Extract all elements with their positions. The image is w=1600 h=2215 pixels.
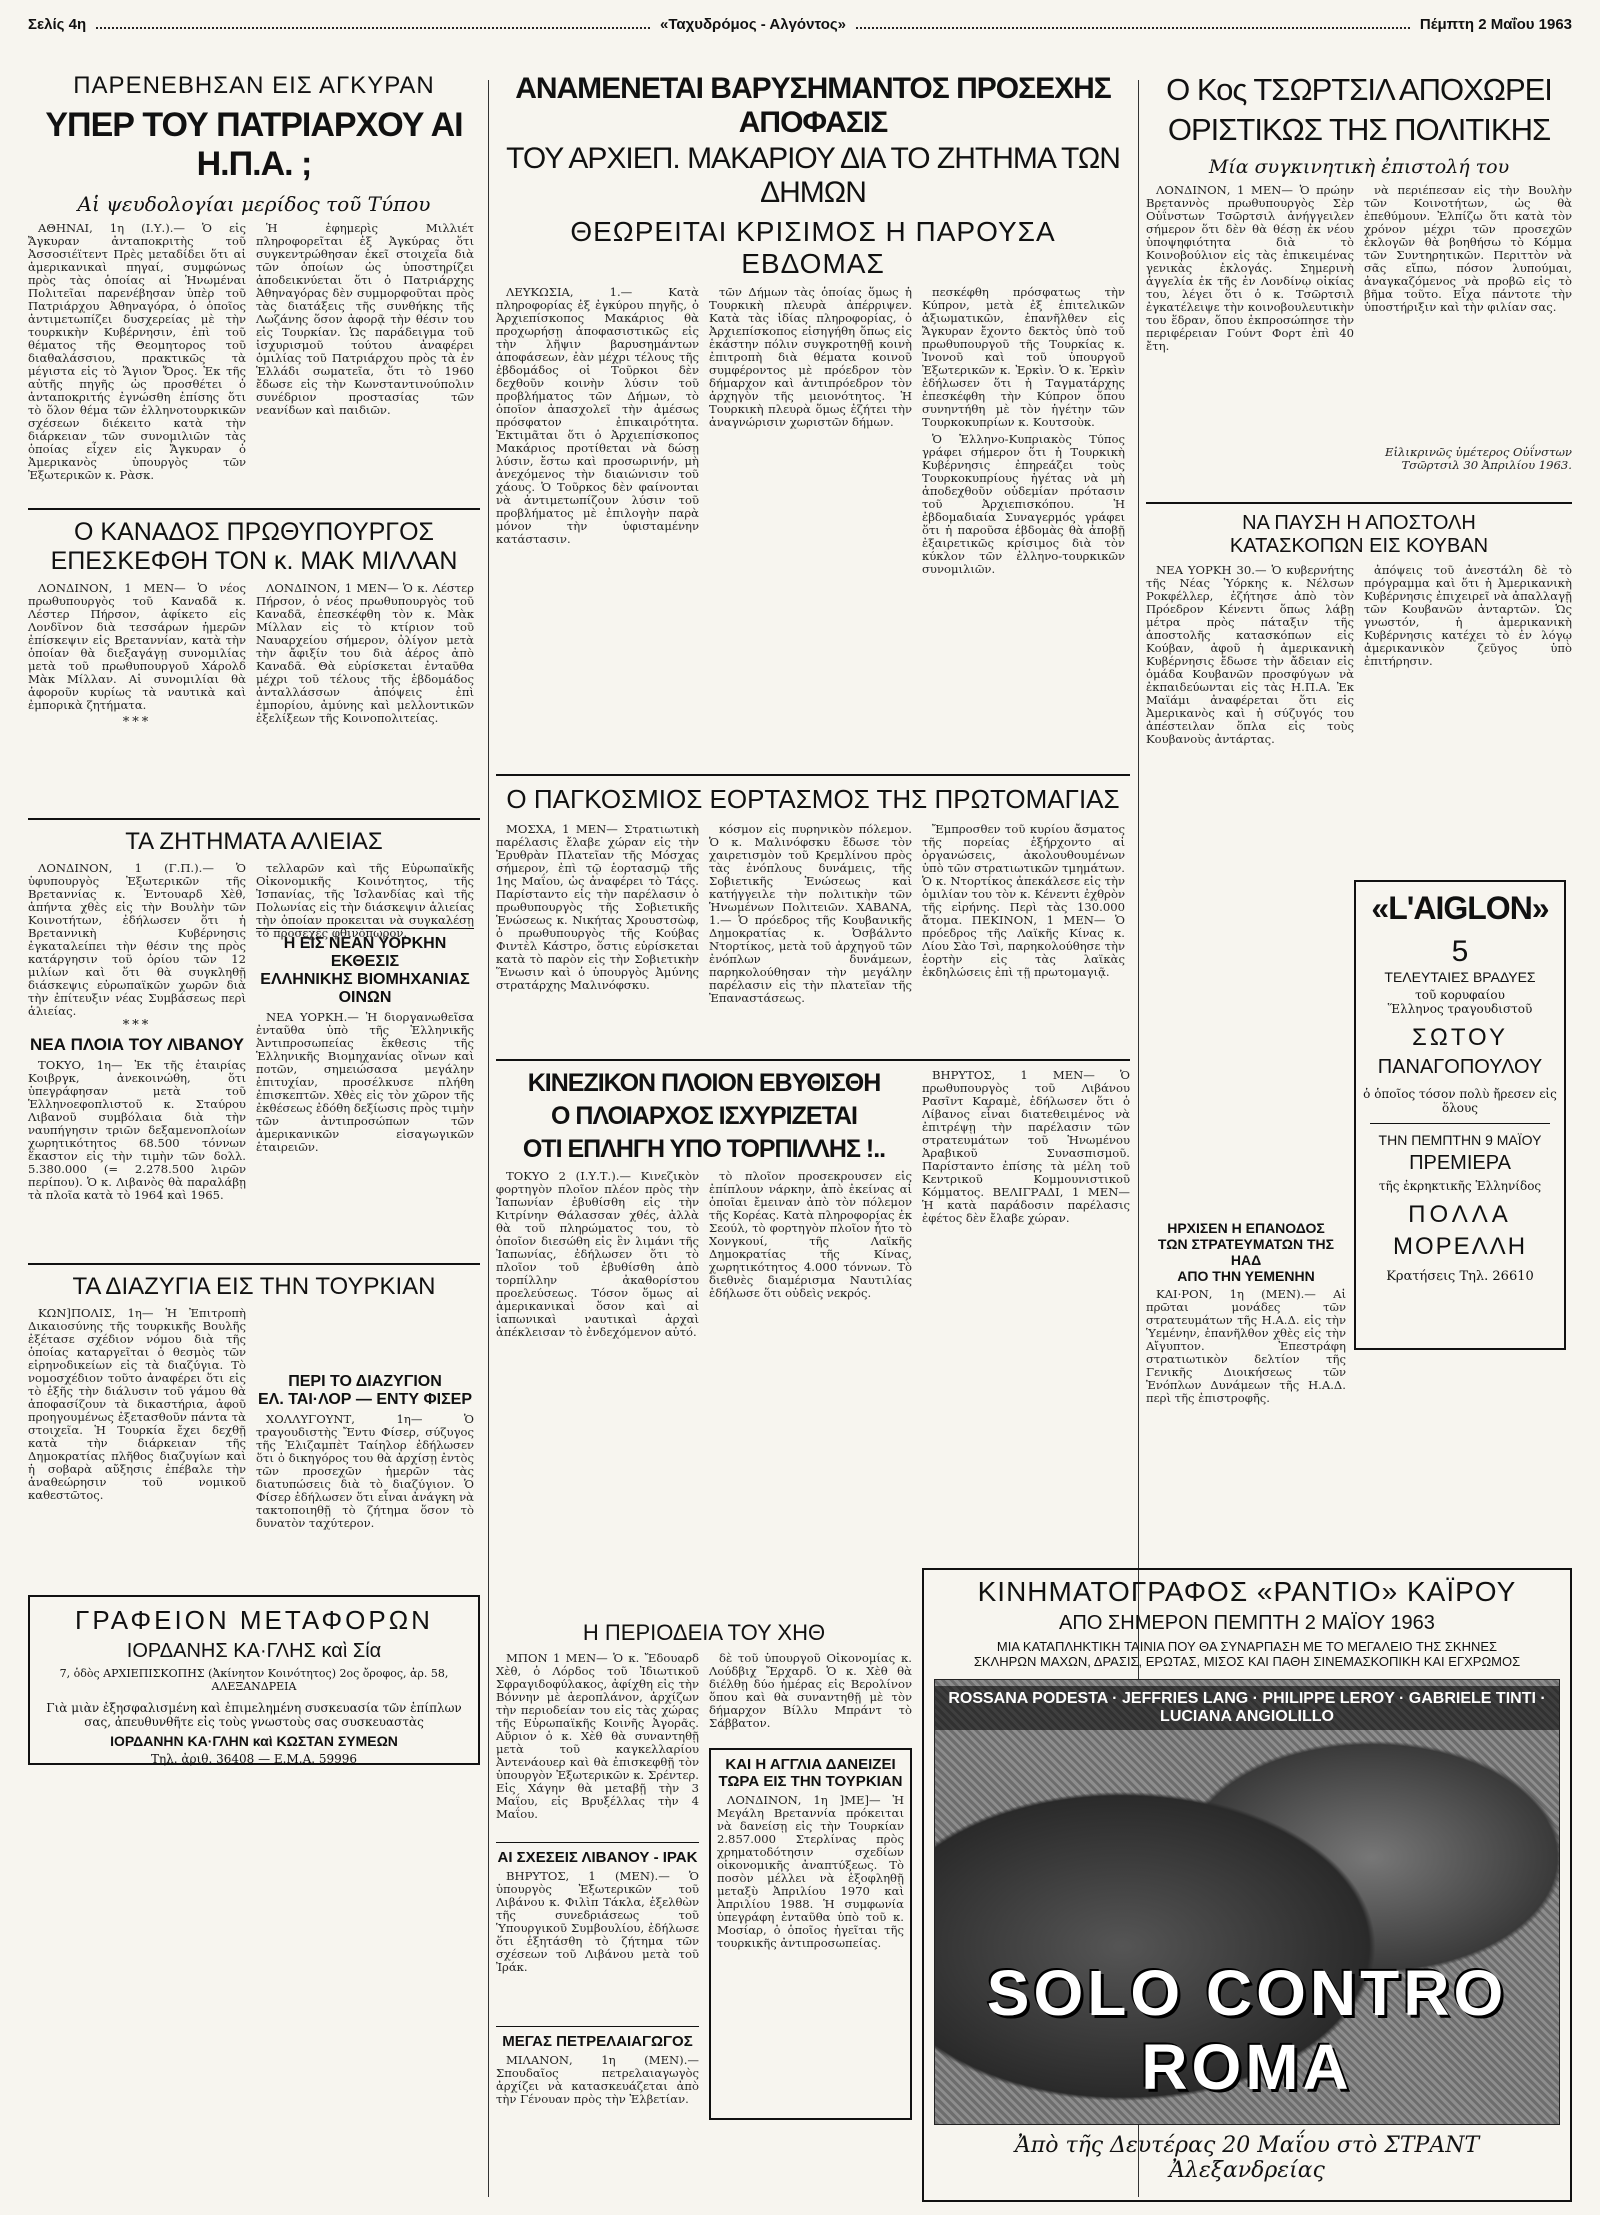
article-kicker: ΠΑΡΕΝΕΒΗΣΑΝ ΕΙΣ ΑΓΚΥΡΑΝ: [73, 72, 435, 99]
article-headline: ΜΕΓΑΣ ΠΕΤΡΕΛΑΙΑΓΩΓΟΣ: [502, 2033, 693, 2050]
article-headline: ΚΙΝΕΖΙΚΟΝ ΠΛΟΙΟΝ ΕΒΥΘΙΣΘΗ: [527, 1069, 881, 1097]
article-body: [1146, 564, 1354, 906]
article-yemen: [922, 1069, 1130, 1381]
article-canada: [28, 518, 480, 810]
article-headline: Ο Κος ΤΣΩΡΤΣΙΛ ΑΠΟΧΩΡΕΙ: [1166, 72, 1552, 107]
article-headline: Η ΕΙΣ ΝΕΑΝ ΥΟΡΚΗΝ ΕΚΘΕΣΙΣ: [283, 935, 447, 970]
article-paragraph: ΛΟΝΔΙΝΟΝ, 1 ΜΕΝ— Ὁ νέος πρωθυπουργὸς τοῦ Καναδᾶ κ. Λέστερ Πήρσον, ἀφίκετο εἰς Λονδῖνον διὰ τεσσάρων ἡμερῶν ἐπίσκεψιν εἰς Βρεταννίαν, κατὰ τὴν ὁποίαν θὰ διεξαγάγῃ συνομιλίας μετὰ τοῦ πρωθυπουργοῦ Χάρολδ Μὰκ Μίλλαν. Αἱ συνομιλίαι θὰ ἀφοροῦν κυρίως τὰ ναυτικὰ καὶ ἐμπορικὰ ζητήματα.: [28, 581, 246, 712]
article-patriarch: [28, 72, 480, 500]
ad-company: ΙΟΡΔΑΝΗΣ ΚΑ·ΓΛΗΣ καὶ Σία: [126, 1640, 382, 1662]
article-headline: Ο ΚΑΝΑΔΟΣ ΠΡΩΘΥΠΟΥΡΓΟΣ: [74, 518, 434, 546]
article-headline: ΝΑ ΠΑΥΣΗ Η ΑΠΟΣΤΟΛΗ: [1242, 512, 1476, 534]
article-body: [256, 1011, 474, 1255]
letter-signature: [1364, 446, 1572, 486]
article-body: [496, 1870, 699, 2020]
column-center: [496, 72, 1130, 1612]
article-paragraph: ΚΑΙ·ΡΟΝ, 1η (ΜΕΝ).— Αἱ πρῶται μονάδες τῶν στρατευμάτων τῆς Η.Α.Δ. εἰς τὴν Ὑεμένην, ἐπανῆλθον χθὲς εἰς τὴν Αἴγυπτον. Ἐπεστράφη στρατιωτικὸν δελτίον τῆς Γενικῆς Διοικήσεως τῶν Ἐνόπλων Δυνάμεων τῆς Η.Α.Δ. περὶ τῆς ἐπιστροφῆς.: [1146, 1287, 1346, 1405]
article-paragraph: κόσμον εἰς πυρηνικὸν πόλεμον. Ὁ κ. Μαλινόφσκυ ἔδωσε τὸν χαιρετισμὸν τοῦ Κρεμλίνου πρὸς τὰς ἐνόπλους δυνάμεις, τῆς Σοβιετικῆς Ἑνώσεως καὶ κατήγγειλε τὴν πολιτικὴν τῶν Ἡνωμένων Πολιτειῶν. ΧΑΒΑΝΑ, 1.— Ὁ πρόεδρος τῆς Κουβανικῆς Δημοκρατίας κ. Ὀσβάλντο Ντορτίκος, μετὰ τοῦ ἀρχηγοῦ τῶν ἐνόπλων δυνάμεων, παρηκολούθησαν τὴν μεγάλην παρέλασιν εἰς τὴν πλατεῖαν τῆς Ἐπαναστάσεως.: [709, 822, 912, 1005]
ad-line: τοῦ κορυφαίου: [1415, 988, 1505, 1002]
article-divider: [496, 774, 1130, 776]
ad-line: ΤΕΛΕΥΤΑΙΕΣ ΒΡΑΔΥΕΣ: [1384, 969, 1536, 985]
article-body: [28, 582, 246, 810]
ad-performer: ΠΑΝΑΓΟΠΟΥΛΟΥ: [1377, 1056, 1543, 1078]
article-body: [709, 1170, 912, 1350]
article-paragraph: τὸ πλοῖον προσεκρουσεν εἰς ἐπίπλουν νάρκην, ἀπὸ ἐκείνας αἱ ὁποῖαι ἔμειναν ἀπὸ τὸν πόλεμον τῆς Κορέας. Κατὰ πληροφορίας ἐκ Σεούλ, τὸ φορτηγὸν πλοῖον ἦτο τὸ Χονγκουί, τῆς Λαϊκῆς Δημοκρατίας τῆς Κίνας, χωρητικότητος 4.000 τόννων. Τὸ διεθνὲς διαμέρισμα Ναυτιλίας ἐδήλωσε ὅτι οὐδεὶς νεκρός.: [709, 1169, 912, 1300]
article-cuba: [1146, 512, 1572, 906]
article-heath: [496, 1620, 912, 2198]
article-headline: ΑΠΟ ΤΗΝ ΥΕΜΕΝΗΝ: [1177, 1268, 1315, 1284]
ad-line: τῆς ἐκρηκτικῆς Ἑλληνίδος: [1378, 1179, 1542, 1193]
article-divider: [28, 1263, 480, 1265]
lead-subheadline: ΘΕΩΡΕΙΤΑΙ ΚΡΙΣΙΜΟΣ Η ΠΑΡΟΥΣΑ ΕΒΔΟΜΑΣ: [570, 216, 1056, 279]
article-paragraph: ΒΗΡΥΤΟΣ, 1 ΜΕΝ— Ὁ πρωθυπουργὸς τοῦ Λιβάνου Ρασῖντ Καραμὲ, ἐδήλωσεν ὅτι ὁ Λίβανος εἶναι διατεθειμένος νὰ ἐπιτρέψῃ τὴν παρέλασιν τῶν στρατευμάτων τοῦ Ἡνωμένου Ἀραβικοῦ Συνασπισμοῦ. Παρίσταντο ἐπίσης τὰ μέλη τοῦ Κεντρικοῦ Κομμουνιστικοῦ Κόμματος. ΒΕΛΙΓΡΑΔΙ, 1 ΜΕΝ— Ἡ κατὰ παράδοσιν παρέλασις ἐφέτος δὲν ἔλαβε χώραν.: [922, 1068, 1130, 1225]
article-headline: ΑΙ ΣΧΕΣΕΙΣ ΛΙΒΑΝΟΥ - ΙΡΑΚ: [497, 1849, 698, 1866]
ad-line: ὁ ὁποῖος τόσον πολὺ ἤρεσεν εἰς ὅλους: [1363, 1087, 1557, 1115]
article-paragraph: ΛΕΥΚΩΣΙΑ, 1.— Κατὰ πληροφορίας ἐξ ἐγκύρου πηγῆς, ὁ Ἀρχιεπίσκοπος Μακάριος θὰ προχωρήσῃ ἀποφασιστικῶς εἰς τὴν λῆψιν βαρυσημάντων ἀποφάσεων, ἐὰν μέχρι τέλους τῆς ἑβδομάδος οἱ Τοῦρκοι δὲν δεχθοῦν κοινὴν λύσιν τοῦ προβλήματος τῶν Δήμων, τὸ ὁποῖον ἀπασχολεῖ τὴν ἀμέσως πρόσφατον ἐπικαιρότητα. Ἐκτιμᾶται ὅτι ὁ Ἀρχιεπίσκοπος Μακάριος προτίθεται νὰ δώσῃ λύσιν, ἔστω καὶ προσωρινήν, μὴ ἀνεχόμενος τὴν διαιώνισιν τοῦ χάους. Ὁ Τοῦρκος δὲν φαίνονται νὰ ἀντιμετωπίζουν λύσιν τοῦ προβλήματος μὲ ἐπιλογὴν παρὰ μόνον τὴν ὑφισταμένην κατάστασιν.: [496, 285, 699, 546]
ad-aiglon: [1354, 880, 1566, 1350]
article-body: [1364, 184, 1572, 446]
article-paragraph: ΜΠΟΝ 1 ΜΕΝ— Ὁ κ. Ἔδουαρδ Χὲθ, ὁ Λόρδος τοῦ Ἰδιωτικοῦ Σφραγιδοφύλακος, ἀφίχθη εἰς τὴν Βόννην μὲ ἀεροπλάνον, ἀρχίζων τὴν περιοδείαν του εἰς τὰς χώρας τῆς Εὐρωπαϊκῆς Κοινῆς Ἀγορᾶς. Αὔριον ὁ κ. Χὲθ θὰ συναντηθῇ μετὰ τοῦ καγκελλαρίου Ἀντενάουερ καὶ θὰ ἐπισκεφθῇ τὸν ὑπουργὸν Ἐξωτερικῶν κ. Σρέντερ. Εἰς Χάγην θὰ μεταβῇ τὴν 3 Μαΐου, εἰς Βρυξέλλας τὴν 4 Μαΐου.: [496, 1651, 699, 1821]
article-body: [709, 1652, 912, 1742]
article-divider: [496, 2026, 699, 2027]
article-paragraph: Ἡ ἐφημερὶς Μιλλιέτ πληροφορεῖται ἐξ Ἀγκύρας ὅτι συγκεντρώθησαν ἐκεῖ στοιχεῖα διὰ τῶν ὁποίων ὡς ὑποστηρίζει ἀποδεικνύεται ὅτι ὁ Πατριάρχης Ἀθηναγόρας δὲν συμμορφοῦται πρὸς τὰς διατάξεις τῆς συνθήκης τῆς Λωζάνης ὅσον ἀφορᾷ τὴν θέσιν του εἰς Τουρκίαν. Ὡς παράδειγμα τοῦ ἰσχυρισμοῦ τούτου ἀναφέρει ὁμιλίας τοῦ Πατριάρχου πρὸς τὰ ἐν Ἑλλάδι σωματεῖα, ὅτι τὸ 1960 ἔδωσε εἰς τὴν Κωνσταντινούπολιν συνέδριον προστασίας τῶν νεανίδων καὶ παιδιῶν.: [256, 221, 474, 417]
article-body: [709, 286, 912, 766]
article-body: [256, 582, 474, 810]
article-headline: ΤΑ ΔΙΑΖΥΓΙΑ ΕΙΣ ΤΗΝ ΤΟΥΡΚΙΑΝ: [72, 1273, 436, 1300]
boxed-article-turkey-loan: [709, 1748, 912, 2120]
article-paragraph: ΤΟΚΥΟ, 1η— Ἐκ τῆς ἑταιρίας Κοιβργκ, ἀνεκοινώθη, ὅτι ὑπεγράφησαν μετὰ τοῦ Ἑλληνοεφοπλιστοῦ κ. Σταύρου Λιβανοῦ συμβόλαια διὰ τὴν ναυπήγησιν τριῶν δεξαμενοπλοίων χωρητικότητος 68.500 τόννων ἕκαστον εἰς τὴν τιμὴν τῶν δολλ. 5.380.000 (= 2.278.500 λιρῶν περίπου). Ὁ κ. Λιβανὸς θὰ παραλάβῃ τὰ πλοῖα κατὰ τὸ 1964 καὶ 1965.: [28, 1058, 246, 1202]
article-paragraph: ΚΩΝ]ΠΟΛΙΣ, 1η— Ἡ Ἐπιτροπὴ Δικαιοσύνης τῆς τουρκικῆς Βουλῆς ἐξέτασε σχέδιον νόμου διὰ τῆς ὁποίας καταργεῖται ὁ θεσμὸς τῶν εἰρηνοδικείων εἰς τὰ διαζύγια. Τὸ νομοσχέδιον τοῦτο ἀναφέρει ὅτι εἰς τὸ ἑξῆς τὴν διάλυσιν τοῦ γάμου θὰ ἀποφασίζουν τὰ δικαστήρια, ἀφοῦ προηγουμένως ἐξετασθοῦν πάντα τὰ στοιχεῖα. Ἡ Τουρκία ἔχει δεχθῇ κατὰ τὴν διάρκειαν τῆς Δημοκρατίας πλῆθος διαζυγίων καὶ ἡ σοβαρὰ αὔξησις ἐπέβαλε τὴν ἀναθεώρησιν τοῦ νομικοῦ καθεστῶτος.: [28, 1306, 246, 1502]
article-body: [28, 222, 246, 500]
separator-stars: ***: [122, 715, 152, 730]
ad-line: ΤΗΝ ΠΕΜΠΤΗΝ 9 ΜΑΪΟΥ: [1378, 1132, 1542, 1148]
masthead-rule: [856, 19, 1410, 29]
ad-cinema-footer: Ἀπὸ τῆς Δευτέρας 20 Μαΐου στὸ ΣΤΡΑΝΤ Ἀλεξανδρείας: [1014, 2133, 1480, 2183]
article-body: [496, 1170, 699, 1350]
article-body: [496, 286, 699, 766]
masthead-rule: [96, 19, 650, 29]
column-subblock: [28, 862, 246, 1255]
article-divider: [1146, 502, 1572, 504]
article-headline: ΠΕΡΙ ΤΟ ΔΙΑΖΥΓΙΟΝ: [288, 1373, 442, 1390]
article-divider: [496, 1842, 699, 1843]
article-headline: ΕΛ. ΤΑΙ·ΛΟΡ — ΕΝΤΥ ΦΙΣΕΡ: [257, 1391, 473, 1408]
ad-cinema-description: ΜΙΑ ΚΑΤΑΠΛΗΚΤΙΚΗ ΤΑΙΝΙΑ ΠΟΥ ΘΑ ΣΥΝΑΡΠΑΣΗ ΜΕ ΤΟ ΜΕΓΑΛΕΙΟ ΤΗΣ ΣΚΗΝΕΣ ΣΚΛΗΡΩΝ ΜΑΧΩΝ, ΔΡΑΣΙΣ, ΕΡΩΤΑΣ, ΜΙΣΟΣ ΚΑΙ ΠΑΘΗ ΣΙΝΕΜΑΣΚΟΠΙΚΗ ΚΑΙ ΕΓΧΡΩΜΟΣ: [973, 1639, 1521, 1669]
ad-transport: [28, 1595, 480, 1765]
article-headline: ΚΑΤΑΣΚΟΠΩΝ ΕΙΣ ΚΟΥΒΑΝ: [1229, 535, 1489, 557]
article-body: [256, 861, 474, 940]
ad-title: ΓΡΑΦΕΙΟΝ ΜΕΤΑΦΟΡΩΝ: [75, 1605, 433, 1635]
page-number: Σελίς 4η: [28, 15, 87, 33]
article-body: [1364, 564, 1572, 906]
article-headline: Η ΠΕΡΙΟΔΕΙΑ ΤΟΥ ΧΗΘ: [582, 1620, 826, 1645]
column-subblock: [256, 1307, 474, 1573]
ad-line: Ἕλληνος τραγουδιστοῦ: [1387, 1002, 1533, 1016]
article-headline: ΗΡΧΙΣΕΝ Η ΕΠΑΝΟΔΟΣ: [1167, 1220, 1325, 1236]
issue-date: Πέμπτη 2 Μαΐου 1963: [1419, 15, 1573, 33]
article-subheadline: Μία συγκινητικὴ ἐπιστολή του: [1208, 156, 1510, 178]
ad-performer: ΠΟΛΛΑ: [1408, 1201, 1512, 1228]
article-paragraph: ΒΗΡΥΤΟΣ, 1 (ΜΕΝ).— Ὁ ὑπουργὸς Ἐξωτερικῶν τοῦ Λιβάνου κ. Φιλὶπ Τάκλα, ἐξελθὼν τῆς συνεδριάσεως τοῦ Ὑπουργικοῦ Συμβουλίου, ἐδήλωσε ὅτι ἐξητάσθη τὸ ζήτημα τῶν σχέσεων τοῦ Λιβάνου μετὰ τοῦ Ἰράκ.: [496, 1869, 699, 1974]
ad-performer: ΣΩΤΟΥ: [1412, 1024, 1508, 1051]
article-paragraph: Εἰλικρινῶς ὑμέτερος Οὐΐνστων Τσῶρτσιλ 30 Ἀπριλίου 1963.: [1385, 445, 1572, 472]
article-paragraph: ΛΟΝΔΙΝΟΝ, 1 ΜΕΝ— Ὁ κ. Λέστερ Πήρσον, ὁ νέος πρωθυπουργὸς τοῦ Καναδᾶ, ἐπεσκέφθη τὸν κ. Μὰκ Μίλλαν εἰς τὸ κτίριον τοῦ Ναυαρχείου σήμερον, ὀλίγον μετὰ τὴν ἄφιξίν του διὰ ἀέρος ἀπὸ Καναδᾶ. Θὰ εὑρίσκεται ἐνταῦθα μέχρι τοῦ τέλους τῆς ἑβδομάδος ἀνταλλάσσων ἀπόψεις ἐπὶ ἐμπορίου, ἀμύνης καὶ μελλοντικῶν ἐξελίξεων τῆς Κοινοπολιτείας.: [256, 581, 474, 725]
article-divider: [28, 818, 480, 820]
article-body: [496, 1652, 699, 1836]
article-headline: ΟΤΙ ΕΠΛΗΓΗ ΥΠΟ ΤΟΡΠΙΛΛΗΣ !..: [522, 1135, 886, 1163]
ad-number: 5: [1451, 935, 1469, 968]
article-paragraph: ΑΘΗΝΑΙ, 1η (Ι.Υ.).— Ὁ εἰς Ἄγκυραν ἀνταποκριτὴς τοῦ Ἀσσοσιέϊτεντ Πρὲς μεταδίδει ὅτι αἱ ἀμερικανικαὶ πηγαί, συμφώνως πρὸς τὰς ὁποίας αἱ Ἡνωμέναι Πολιτεῖαι παρενέβησαν ὑπὲρ τοῦ Πατριάρχου Ἀθηναγόρα, ὁ ὁποῖος ἀντιμετωπίζει δυσχερείας μὲ τὴν τουρκικὴν Κυβέρνησιν, ἐπὶ τοῦ θέματος τῆς Θεομητορος τοῦ διαθαλάσσιου, πρακτικῶς τὰ μέγιστα εἰς τὸ Ἅγιον Ὄρος. Ἐκ τῆς αὐτῆς πηγῆς ὡς προσθέτει ὁ ἀνταποκριτής ἐγνώσθη ἐπίσης ὅτι τὸ ὅλον θέμα τῶν ἑλληνοτουρκικῶν σχέσεων διέκειτο κατὰ τὴν διάρκειαν τῶν συνομιλιῶν τὰς ὁποίας εἶχεν εἰς Ἄγκυραν ὁ Ἀμερικανὸς ὑπουργὸς τῶν Ἐξωτερικῶν κ. Ρὰσκ.: [28, 221, 246, 482]
article-headline: ΚΑΙ Η ΑΓΓΛΙΑ ΔΑΝΕΙΖΕΙ: [725, 1756, 896, 1773]
ad-phone: Κρατήσεις Τηλ. 26610: [1386, 1269, 1534, 1284]
article-paragraph: ΛΟΝΔΙΝΟΝ, 1η ]ΜΕ]— Ἡ Μεγάλη Βρεταννία πρόκειται νὰ δανείσῃ εἰς τὴν Τουρκίαν 2.857.000 Στερλίνας πρὸς χρηματοδότησιν σχεδίων οἰκονομικῆς ἀναπτύξεως. Τὸ ποσὸν μέλλει νὰ ἐξοφληθῇ μεταξὺ Ἀπριλίου 1970 καὶ Ἀπριλίου 1988. Ἡ συμφωνία ὑπεγράφη ἐνταῦθα ὑπὸ τοῦ κ. Μοσίαρ, ὁ ὁποῖος ἡγεῖται τῆς τουρκικῆς ἀντιπροσωπείας.: [717, 1793, 904, 1950]
article-headline: Ο ΠΑΓΚΟΣΜΙΟΣ ΕΟΡΤΑΣΜΟΣ ΤΗΣ ΠΡΩΤΟΜΑΓΙΑΣ: [506, 784, 1120, 814]
article-body: [256, 222, 474, 500]
ad-line: ΠΡΕΜΙΕΡΑ: [1409, 1152, 1511, 1174]
article-divider: [28, 508, 480, 510]
article-churchill: [1146, 72, 1572, 494]
masthead: [28, 12, 1572, 36]
article-subheadline: Αἱ ψευδολογίαι μερίδος τοῦ Τύπου: [77, 192, 431, 216]
article-paragraph: ἀπόψεις τοῦ ἀνεστάλη δὲ τὸ πρόγραμμα καὶ ὅτι ἡ Ἀμερικανικὴ Κυβέρνησις ἐπιχειρεῖ νὰ ἀπαλλαγῇ τῶν Κουβανῶν ἀνταρτῶν. Ὡς γνωστόν, ἡ ἀμερικανικὴ Κυβέρνησις κατέχει τὸ ἐν λόγῳ ἀμερικανικὸν ζεῦγος ὑπὸ ἐπιτήρησιν.: [1364, 563, 1572, 668]
article-paragraph: δὲ τοῦ ὑπουργοῦ Οἰκονομίας κ. Λούδβιχ Ἔρχαρδ. Ὁ κ. Χὲθ θὰ διέλθῃ δύο ἡμέρας εἰς Βερολίνον ὅπου καὶ θὰ συναντηθῇ μὲ τὸν δήμαρχον Βίλλυ Μπράντ τὸ Σάββατον.: [709, 1651, 912, 1730]
ad-cinema-date: ΑΠΟ ΣΗΜΕΡΟΝ ΠΕΜΠΤΗ 2 ΜΑΪΟΥ 1963: [1059, 1612, 1435, 1634]
article-paragraph: ΝΕΑ ΥΟΡΚΗ.— Ἡ διοργανωθεῖσα ἐνταῦθα ὑπὸ τῆς Ἑλληνικῆς Ἀντιπροσωπείας ἔκθεσις τῆς Ἑλληνικῆς Βιομηχανίας οἴνων καὶ ποτῶν, σημειώσασα μεγάλην ἐπιτυχίαν, προσέλκυσε πλήθη ἐπισκεπτῶν. Χθὲς εἰς τὸν χῶρον τῆς ἐκθέσεως ἐδόθη δεξίωσις πρὸς τιμὴν τῶν ἀντιπροσώπων τῶν ἀμερικανικῶν εἰσαγωγικῶν ἑταιρειῶν.: [256, 1010, 474, 1154]
ad-phone: Τηλ. ἀριθ. 36408 — Ε.Μ.Α. 59996: [150, 1752, 358, 1766]
article-paragraph: Ἔμπροσθεν τοῦ κυρίου ἄσματος τῆς πορείας ἐξήρχοντο αἱ ὀργανώσεις, ἀκολουθουμένων ὑπὸ τῶν στρατιωτικῶν τμημάτων. Ὁ κ. Ντορτίκος ἀπεκάλεσε εἰς τὴν ὁμιλίαν του τὸν κ. Κένεντι ἐχθρὸν τῆς εἰρήνης. Περὶ τὰς 130.000 ἄτομα. ΠΕΚΙΝΟΝ, 1 ΜΕΝ— Ὁ πρόεδρος τῆς Λαϊκῆς Κίνας κ. Λίου Σὰο Τσὶ, παρηκολούθησε τὴν ἑορτὴν εἰς τὰς λαϊκὰς ἐκδηλώσεις ἐπὶ τῇ πρωτομαγιᾷ.: [922, 822, 1125, 979]
article-body: [1146, 184, 1354, 494]
article-body: [28, 1307, 246, 1571]
separator-stars: ***: [122, 1018, 152, 1033]
film-poster-image: [934, 1679, 1560, 2125]
ad-venue-title: «L'AIGLON»: [1371, 890, 1549, 926]
ad-performer: ΜΟΡΕΛΛΗ: [1392, 1233, 1528, 1260]
article-headline: ΤΩΡΑ ΕΙΣ ΤΗΝ ΤΟΥΡΚΙΑΝ: [718, 1773, 903, 1790]
article-body: [28, 1059, 246, 1235]
article-body: [256, 1413, 474, 1573]
article-body: [496, 823, 699, 1051]
ad-divider: [1370, 1123, 1550, 1124]
film-title: SOLO CONTRO ROMA: [986, 1957, 1508, 2103]
ad-cinema-title: ΚΙΝΗΜΑΤΟΓΡΑΦΟΣ «ΡΑΝΤΙΟ» ΚΑΪΡΟΥ: [977, 1576, 1517, 1607]
article-mayday: [496, 784, 1130, 1051]
column-divider: [488, 80, 489, 2197]
article-body: [1146, 1288, 1346, 1538]
lead-headline: ΤΟΥ ΑΡΧΙΕΠ. ΜΑΚΑΡΙΟΥ ΔΙΑ ΤΟ ΖΗΤΗΜΑ ΤΩΝ ΔΗΜΩΝ: [506, 142, 1120, 209]
article-body: [717, 1794, 904, 2112]
article-headline: ΝΕΑ ΠΛΟΙΑ ΤΟΥ ΛΙΒΑΝΟΥ: [30, 1035, 244, 1054]
column-left: [28, 72, 480, 2192]
article-troops-return: [1146, 1220, 1346, 1540]
article-headline: ΤΩΝ ΣΤΡΑΤΕΥΜΑΤΩΝ ΤΗΣ ΗΑΔ: [1157, 1236, 1335, 1268]
center-lower: [496, 1069, 1130, 1381]
ad-text: Γιὰ μιὰν ἐξησφαλισμένη καὶ ἐπιμελημένη συσκευασία τῶν ἐπίπλων σας, ἀπευθυνθῆτε εἰς τοὺς γνωστοὺς σας συσκευαστὰς: [46, 1701, 462, 1729]
article-paragraph: νὰ περιέπεσαν εἰς τὴν Βουλὴν τῶν Κοινοτήτων, ὡς θὰ ἐπεθύμουν. Ἐλπίζω ὅτι κατὰ τὸν χρόνον μέχρι τῶν προσεχῶν ἐκλογῶν θὰ βοηθήσω τὸ Κόμμα τῶν Συντηρητικῶν. Περιττὸν νὰ σᾶς εἴπω, πόσον λυπούμαι, ἀναγκαζόμενος νὰ προβῶ εἰς τὸ βῆμα τοῦτο. Εἶχα πάντοτε τὴν ὑποστήριξιν καὶ τὴν φιλίαν σας.: [1364, 183, 1572, 314]
article-paragraph: ΧΟΛΛΥΓΟΥΝΤ, 1η— Ὁ τραγουδιστὴς Ἔντυ Φίσερ, σύζυγος τῆς Ἐλιζαμπὲτ Ταίηλορ ἐδήλωσεν ὅτι ὁ δικηγόρος του θὰ ἀρχίσῃ ἐντὸς τῶν προσεχῶν ἡμερῶν τὰς διατυπώσεις διὰ τὸ διαζύγιον. Ὁ Φίσερ ἐδήλωσεν ὅτι εἶναι ἀνάγκη νὰ τακτοποιηθῇ τὸ ζήτημα ὅσον τὸ δυνατὸν ταχύτερον.: [256, 1412, 474, 1530]
film-cast: ROSSANA PODESTA · JEFFRIES LANG · PHILIPPE LEROY · GABRIELE TINTI · LUCIANA ANGIOLILLO: [935, 1686, 1559, 1730]
article-headline: Ο ΠΛΟΙΑΡΧΟΣ ΙΣΧΥΡΙΖΕΤΑΙ: [551, 1102, 857, 1130]
article-paragraph: τῶν Δήμων τὰς ὁποίας ὅμως ἡ Τουρκικὴ πλευρὰ ἀπέρριψεν. Κατὰ τὰς ἰδίας πληροφορίας, ὁ Ἀρχιεπίσκοπος εἰσηγήθη ὅπως εἰς ἑκάστην πόλιν συγκροτηθῇ κοινὴ ἐπιτροπὴ διὰ θέματα κοινοῦ συμφέροντος μὲ πρόεδρον τὸν δήμαρχον καὶ ἀντιπρόεδρον τὸν ἀρχηγὸν τῆς μειονότητος. Ἡ Τουρκικὴ πλευρὰ ὅμως ἐζήτει τὴν ἀναγνώρισιν χωριστῶν δήμων.: [709, 285, 912, 429]
column-subblock: [1364, 184, 1572, 494]
article-headline: ΤΑ ΖΗΤΗΜΑΤΑ ΑΛΙΕΙΑΣ: [125, 828, 383, 855]
column-subblock: [709, 1652, 912, 2120]
article-paragraph: ΝΕΑ ΥΟΡΚΗ 30.— Ὁ κυβερνήτης τῆς Νέας Ὑόρκης κ. Νέλσων Ροκφέλλερ, ἐζήτησε ἀπὸ τὸν Πρόεδρον Κένεντι ὅπως λάβῃ μέτρα πρὸς πάταξιν τῆς ἀποστολῆς κατασκόπων εἰς Κούβαν, ἀφοῦ ἡ ἀμερικανικὴ Κυβέρνησις ἔδωσε τὴν ἄδειαν εἰς ὁμάδα Κουβανῶν προσφύγων νὰ ἐκπαιδεύωνται εἰς τὰς Η.Π.Α. Ἐκ Μαϊάμι ἀναφέρεται ὅτι εἰς Ἀμερικανὸς καὶ ἡ σύζυγός του ἀπέστειλαν ὅπλα εἰς τοὺς Κουβανοὺς ἀντάρτας.: [1146, 563, 1354, 746]
ad-address: 7, ὁδὸς ΑΡΧΙΕΠΙΣΚΟΠΗΣ (Ἀκίνητον Κοινότητος) 2ος ὄροφος, ἀρ. 58, ΑΛΕΞΑΝΔΡΕΙΑ: [59, 1667, 449, 1693]
article-body: [709, 823, 912, 1051]
ad-names: ΙΟΡΔΑΝΗΝ ΚΑ·ΓΛΗΝ καὶ ΚΩΣΤΑΝ ΣΥΜΕΩΝ: [110, 1733, 398, 1749]
article-paragraph: ΤΟΚΥΟ 2 (Ι.Υ.Τ.).— Κινεζικὸν φορτηγὸν πλοῖον πλέον πρὸς τὴν Ἰαπωνίαν ἐβυθίσθη εἰς τὴν Κιτρίνην Θάλασσαν χθές, ἀλλὰ θὰ τοῦ πληρώματος του, τὸ ὁποῖον διεσώθη εἰς ἓν λιμάνι τῆς Ἰαπωνίας, ἐδήλωσεν ὅτι τὸ πλοῖον τοῦ ἐβυθίσθη ἀπὸ τορπίλλην ἀκαθορίστου προελεύσεως. Τόσον ὅμως αἱ ἀμερικανικαὶ ὅσον καὶ αἱ ἰαπωνικαὶ ναυτικαὶ ἀρχαὶ ἀπέκλεισαν τὸ ἐνδεχόμενον αὐτό.: [496, 1169, 699, 1339]
article-paragraph: Ὁ Ἑλληνο-Κυπριακὸς Τύπος γράφει σήμερον ὅτι ἡ Τουρκικὴ Κυβέρνησις ἐπηρεάζει τοὺς Τουρκοκυπρίους ἡγέτας νὰ μὴ ἀποδεχθοῦν οὐδεμίαν πρότασιν τοῦ Ἀρχιεπισκόπου. Ἡ ἐβδομαδιαία Συναγερμός γράφει ὅτι ἡ παροῦσα ἑβδομὰς θὰ ἀποβῇ ἐξαιρετικῶς κρίσιμος διὰ τὸν κύκλον τῶν ἑλληνο-τουρκικῶν συνομιλιῶν.: [922, 432, 1125, 576]
lead-headline: ΑΝΑΜΕΝΕΤΑΙ ΒΑΡΥΣΗΜΑΝΤΟΣ ΠΡΟΣΕΧΗΣ ΑΠΟΦΑΣΙΣ: [515, 72, 1111, 139]
article-paragraph: ΜΙΛΑΝΟΝ, 1η (ΜΕΝ).— Σπουδαῖος πετρελαιαγωγὸς ἀρχίζει νὰ κατασκευάζεται ἀπὸ τὴν Γένουαν πρὸς τὴν Ἑλβετίαν.: [496, 2053, 699, 2106]
article-body: [922, 286, 1125, 766]
article-paragraph: πεσκέφθη πρόσφατως τὴν Κύπρον, μετὰ ἐξ ἐπιτελικῶν ἀξιωματικῶν, ἐπανῆλθεν εἰς Ἄγκυραν ἔχοντο δεκτὸς ὑπὸ τοῦ πρωθυπουργοῦ τῆς Τουρκίας κ. Ἰνονοῦ καὶ τοῦ ὑπουργοῦ Ἐξωτερικῶν κ. Ἐρκὶν. Ὁ κ. Ἐρκὶν ἐδήλωσεν ὅτι ἡ Ταγματάρχης ἐπεσκέφθη τὴν Κύπρον ὅπου συνηντήθη μὲ τὸν ἡγέτην τῶν Τουρκοκυπρίων κ. Κουτσοὺκ.: [922, 285, 1125, 429]
article-headline: ΕΠΕΣΚΕΦΘΗ ΤΟΝ κ. ΜΑΚ ΜΙΛΛΑΝ: [50, 547, 458, 575]
article-fisheries: [28, 828, 480, 1255]
ad-cinema-radio: [922, 1568, 1572, 2202]
article-headline: ΟΡΙΣΤΙΚΩΣ ΤΗΣ ΠΟΛΙΤΙΚΗΣ: [1167, 112, 1551, 147]
article-headline: ΥΠΕΡ ΤΟΥ ΠΑΤΡΙΑΡΧΟΥ ΑΙ Η.Π.Α. ;: [45, 106, 463, 183]
article-paragraph: τελλαρῶν καὶ τῆς Εὐρωπαϊκῆς Οἰκονομικῆς Κοινότητος, τῆς Ἰσπανίας, τῆς Ἰσλανδίας καὶ τῆς Πολωνίας εἰς τὴν διάσκεψιν ἁλιείας τὴν ὁποίαν προκειται νὰ συγκαλέσῃ τὸ προσεχὲς φθινόπωρον.: [256, 861, 474, 940]
column-subblock: [256, 862, 474, 1255]
article-body: [28, 862, 246, 1018]
article-paragraph: ΜΟΣΧΑ, 1 ΜΕΝ— Στρατιωτικὴ παρέλασις ἔλαβε χώραν εἰς τὴν Ἐρυθρὰν Πλατεῖαν τῆς Μόσχας σήμερον, ἐπὶ τῷ ἑορτασμῷ τῆς 1ης Μαΐου, ὡς ἀναφέρει τὸ Τάςς. Παρίσταντο εἰς τὴν παρέλασιν ὁ πρωθυπουργὸς τῆς Σοβιετικῆς Ἑνώσεως κ. Νικήτας Χρουστσὼφ, ὁ πρωθυπουργὸς τῆς Κούβας Φιντὲλ Κάστρο, ὅστις εὑρίσκεται κατὰ τὸ παρὸν εἰς τὴν Σοβιετικὴν Ἕνωσιν καὶ ὁ ὑπουργὸς Ἀμύνης στρατάρχης Μαλινόφσκυ.: [496, 822, 699, 992]
article-body: [922, 823, 1125, 1051]
article-makarios: [496, 72, 1130, 766]
column-right: [1146, 72, 1572, 906]
article-ship: [496, 1069, 912, 1381]
article-divider: [496, 1059, 1130, 1061]
newspaper-name: «Ταχυδρόμος - Αλγόντος»: [659, 15, 847, 33]
article-body: [496, 2054, 699, 2114]
article-paragraph: ΛΟΝΔΙΝΟΝ, 1 ΜΕΝ— Ὁ πρώην Βρεταννὸς πρωθυπουργὸς Σὲρ Οὐΐνστων Τσῶρτσιλ ἀνήγγειλεν σήμερον ὅτι δὲν θὰ θέσῃ ἐκ νέου ὑποψηφιότητα διὰ τὸ Κοινοβούλιον εἰς τὰς ἐπικειμένας γενικὰς ἐκλογάς. Σημερινὴ ἀγγελία ἐκ τῆς ἐν Λονδίνῳ οἰκίας του, λέγει ὅτι ὁ κ. Τσῶρτσιλ ἐγκατέλειψε τὴν κοινοβουλευτικὴν του ἕδραν, ὅπου ἐκπροσώπησε τὴν περιφέρειαν Γούντ Φορτ ἐπὶ 40 ἔτη.: [1146, 183, 1354, 353]
article-divorce: [28, 1273, 480, 1573]
article-headline: ΕΛΛΗΝΙΚΗΣ ΒΙΟΜΗΧΑΝΙΑΣ ΟΙΝΩΝ: [260, 971, 470, 1006]
column-subblock: [496, 1652, 699, 2120]
article-paragraph: ΛΟΝΔΙΝΟΝ, 1 (Γ.Π.).— Ὁ ὑφυπουργὸς Ἐξωτερικῶν τῆς Βρεταννίας κ. Ἐντουαρδ Χὲθ, ἀπήντα χθὲς εἰς τὴν Βουλὴν τῶν Κοινοτήτων, ἐδήλωσεν ὅτι ἡ Βρεταννικὴ Κυβέρνησις ἐγκαταλείπει τὴν θέσιν της πρὸς κατάργησιν τοῦ ὁρίου τῶν 12 μιλίων καὶ ὅτι θὰ συγκληθῇ διάσκεψις εὐρωπαϊκῶν χωρῶν διὰ τὴν ἐπίτευξιν νέας Συμβάσεως περὶ ἁλιείας.: [28, 861, 246, 1018]
article-body: [922, 1069, 1130, 1381]
